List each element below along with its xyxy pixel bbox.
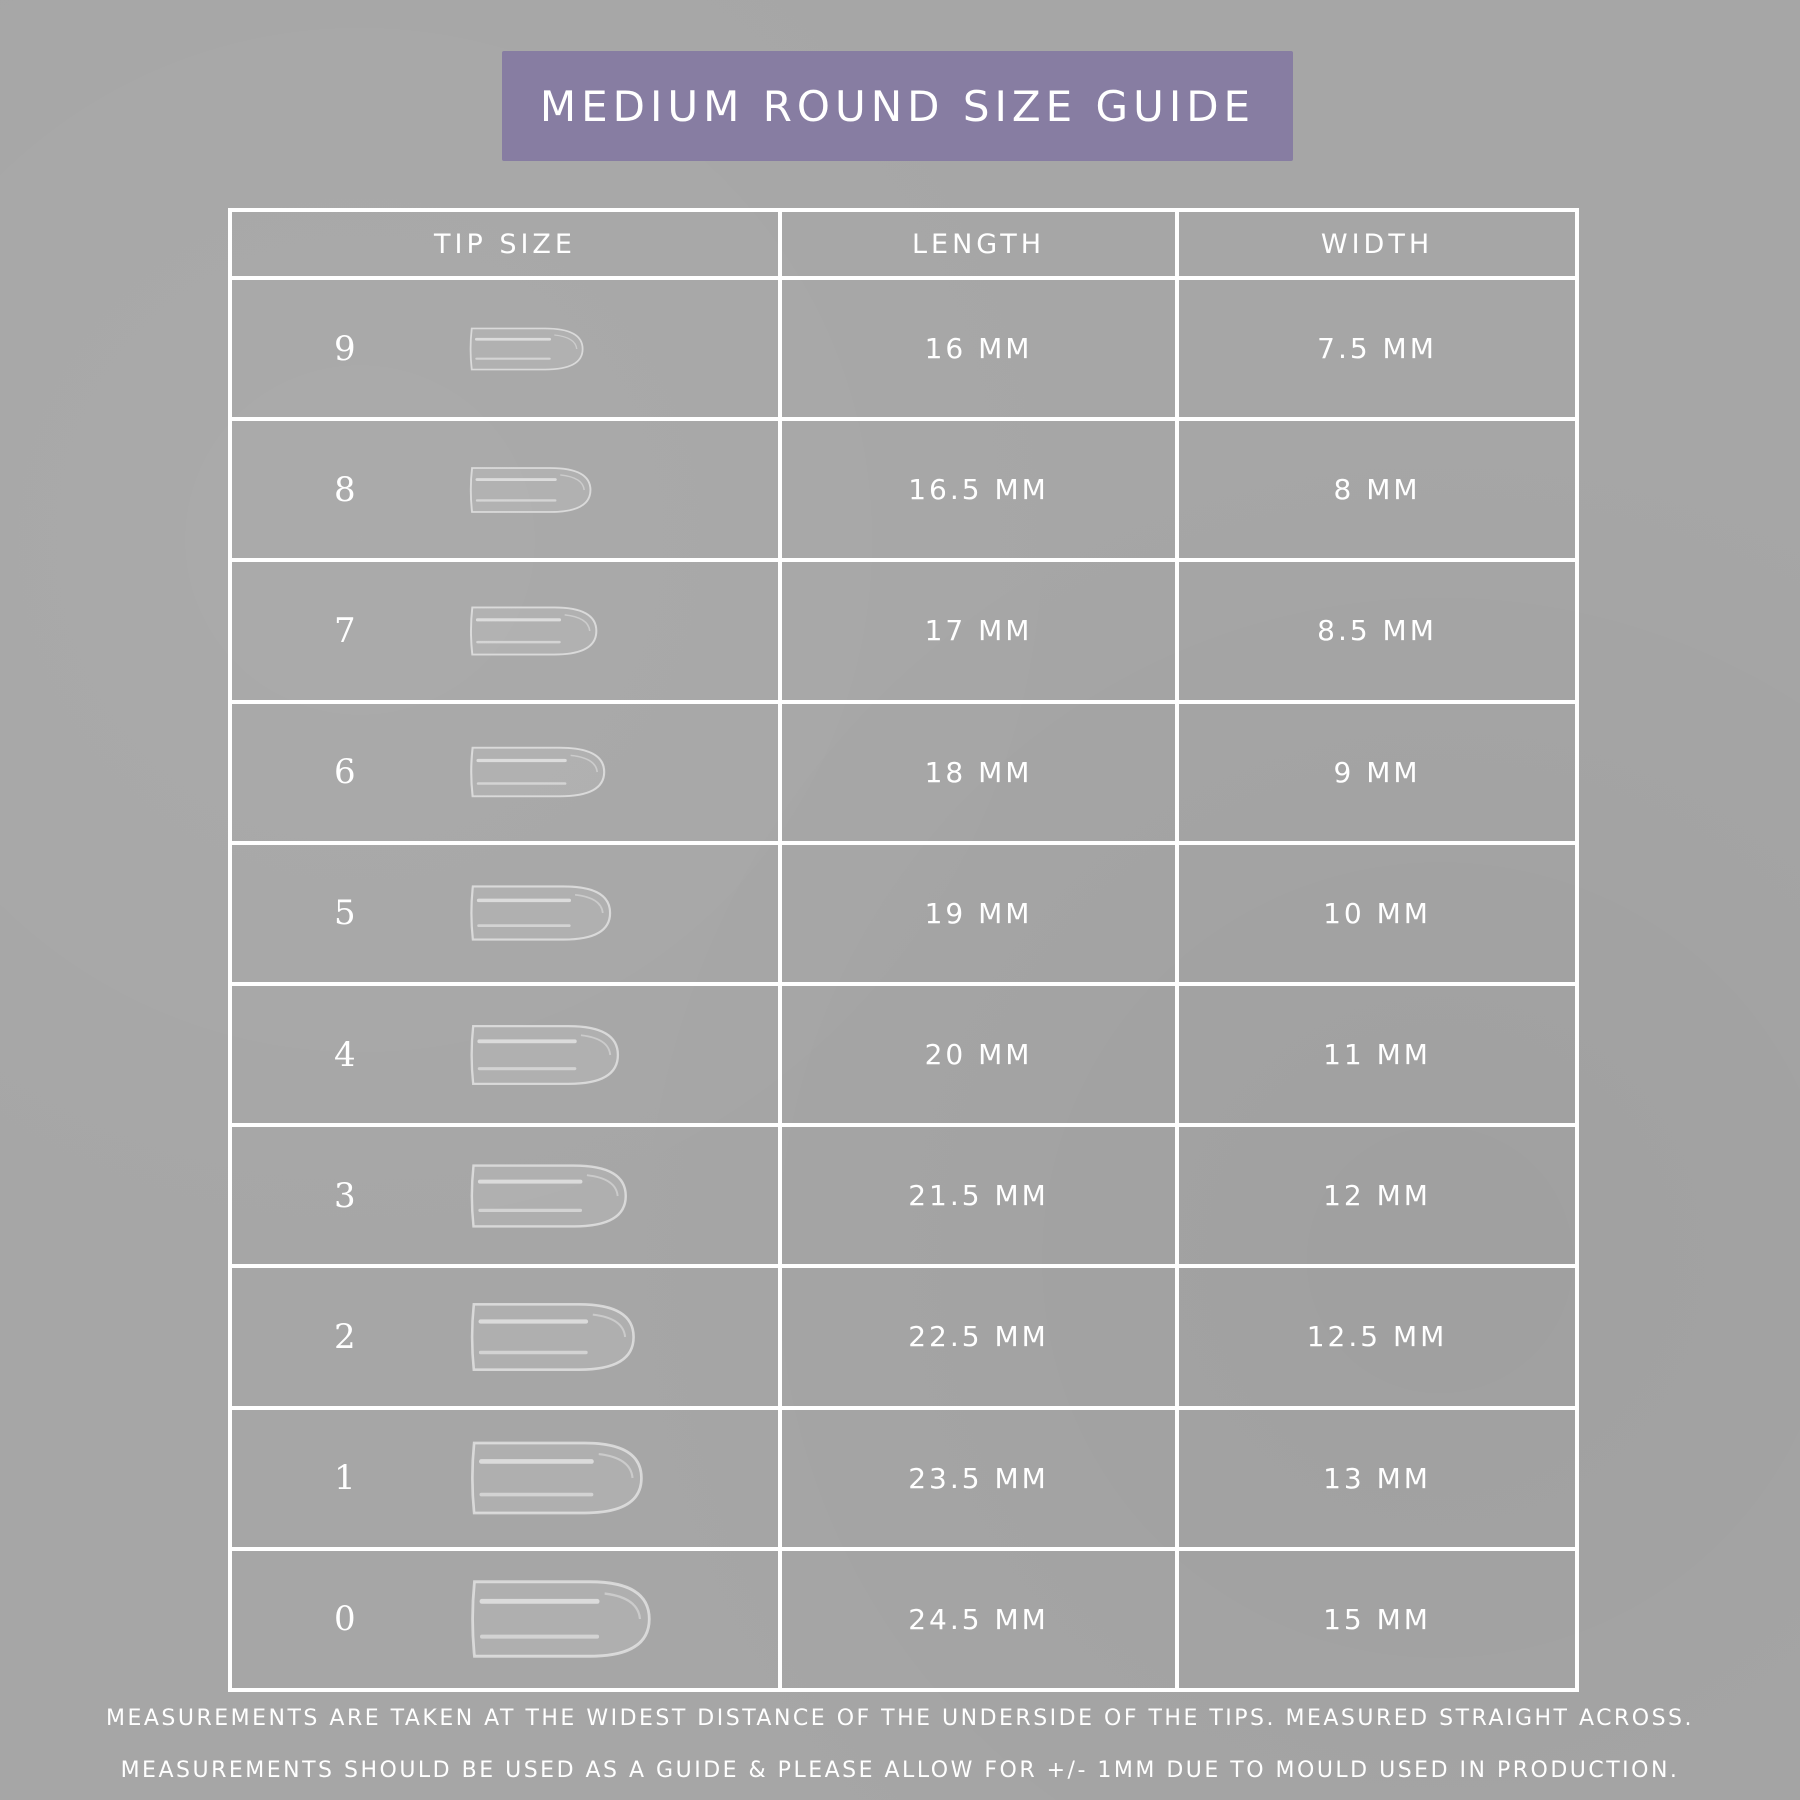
footnote-measurement-method: MEASUREMENTS ARE TAKEN AT THE WIDEST DISTANCE OF THE UNDERSIDE OF THE TIPS. MEASURED STRAIGHT ACROSS.	[105, 1706, 1695, 1731]
length-cell: 17 MM	[780, 560, 1177, 701]
table-row	[230, 1408, 1577, 1549]
width-cell: 10 MM	[1177, 843, 1577, 984]
tip-size-cell	[230, 843, 780, 984]
header-tip-size: TIP SIZE	[230, 210, 780, 278]
header-length: LENGTH	[780, 210, 1177, 278]
tip-size-number: 2	[334, 1316, 356, 1357]
table-row	[230, 419, 1577, 560]
length-cell: 24.5 MM	[780, 1549, 1177, 1690]
table-row	[230, 1549, 1577, 1690]
width-cell: 7.5 MM	[1177, 278, 1577, 419]
length-cell: 16 MM	[780, 278, 1177, 419]
width-cell: 12 MM	[1177, 1125, 1577, 1266]
nail-tip-icon	[467, 600, 599, 662]
width-cell: 8.5 MM	[1177, 560, 1577, 701]
length-cell: 18 MM	[780, 702, 1177, 843]
length-cell: 19 MM	[780, 843, 1177, 984]
width-cell: 9 MM	[1177, 702, 1577, 843]
length-cell: 16.5 MM	[780, 419, 1177, 560]
width-cell: 15 MM	[1177, 1549, 1577, 1690]
table-row	[230, 843, 1577, 984]
table-row	[230, 278, 1577, 419]
nail-tip-icon	[467, 461, 593, 519]
width-cell: 11 MM	[1177, 984, 1577, 1125]
width-cell: 8 MM	[1177, 419, 1577, 560]
tip-size-cell	[230, 1408, 780, 1549]
nail-tip-icon	[467, 1294, 637, 1380]
width-cell: 13 MM	[1177, 1408, 1577, 1549]
tip-size-number: 7	[334, 610, 356, 651]
tip-size-number: 6	[334, 752, 356, 793]
nail-tip-icon	[467, 1570, 653, 1668]
length-cell: 23.5 MM	[780, 1408, 1177, 1549]
table-row	[230, 1266, 1577, 1407]
footnote-tolerance: MEASUREMENTS SHOULD BE USED AS A GUIDE & PLEASE ALLOW FOR +/- 1MM DUE TO MOULD USED IN PRODUCTION.	[120, 1758, 1680, 1783]
page-title: MEDIUM ROUND SIZE GUIDE	[539, 81, 1256, 131]
tip-size-cell	[230, 1125, 780, 1266]
header-width: WIDTH	[1177, 210, 1577, 278]
tip-size-number: 5	[334, 893, 356, 934]
tip-size-cell	[230, 702, 780, 843]
tip-size-number: 0	[334, 1599, 356, 1640]
tip-size-cell	[230, 984, 780, 1125]
tip-size-cell	[230, 560, 780, 701]
tip-size-cell	[230, 1266, 780, 1407]
nail-tip-icon	[467, 878, 613, 948]
nail-tip-icon	[467, 740, 607, 804]
table-row	[230, 560, 1577, 701]
length-cell: 20 MM	[780, 984, 1177, 1125]
table-row	[230, 702, 1577, 843]
table-row	[230, 984, 1577, 1125]
tip-size-cell	[230, 1549, 780, 1690]
table-row	[230, 1125, 1577, 1266]
tip-size-number: 3	[334, 1175, 356, 1216]
size-guide-table	[228, 208, 1579, 1692]
nail-tip-icon	[467, 1156, 629, 1236]
tip-size-number: 1	[334, 1458, 356, 1499]
nail-tip-icon	[467, 1432, 645, 1524]
tip-size-number: 4	[334, 1034, 356, 1075]
length-cell: 22.5 MM	[780, 1266, 1177, 1407]
table-header-row	[230, 210, 1577, 278]
width-cell: 12.5 MM	[1177, 1266, 1577, 1407]
nail-tip-icon	[467, 322, 585, 376]
tip-size-cell	[230, 278, 780, 419]
tip-size-cell	[230, 419, 780, 560]
tip-size-number: 9	[334, 328, 356, 369]
title-banner	[502, 51, 1293, 161]
length-cell: 21.5 MM	[780, 1125, 1177, 1266]
nail-tip-icon	[467, 1017, 621, 1093]
tip-size-number: 8	[334, 469, 356, 510]
